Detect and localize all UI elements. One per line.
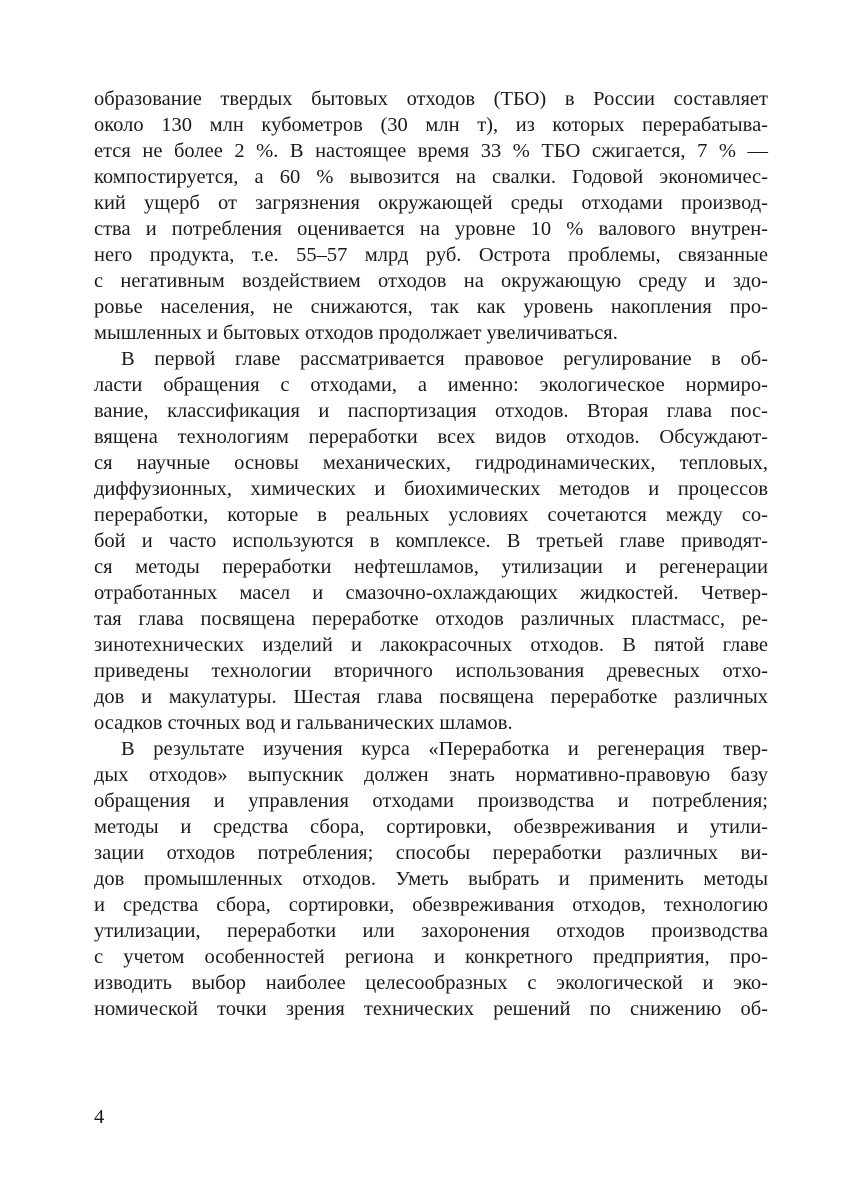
- text-line: вание, классификация и паспортизация отходов. Вторая глава пос-: [94, 400, 768, 422]
- text-line: образование твердых бытовых отходов (ТБО) в России составляет: [94, 88, 768, 110]
- page-number: 4: [94, 1106, 105, 1128]
- text-line: ется не более 2 %. В настоящее время 33 % ТБО сжигается, 7 % —: [94, 140, 768, 162]
- text-line: зинотехнических изделий и лакокрасочных отходов. В пятой главе: [94, 634, 768, 656]
- text-line: методы и средства сбора, сортировки, обезвреживания и утили-: [94, 816, 768, 838]
- text-line: диффузионных, химических и биохимических методов и процессов: [94, 478, 768, 500]
- text-line: и средства сбора, сортировки, обезвреживания отходов, технологию: [94, 894, 768, 916]
- text-line: около 130 млн кубометров (30 млн т), из которых перерабатыва-: [94, 114, 768, 136]
- text-line: утилизации, переработки или захоронения отходов производства: [94, 920, 768, 942]
- text-line: номической точки зрения технических решений по снижению об-: [94, 998, 768, 1020]
- text-line: ся научные основы механических, гидродинамических, тепловых,: [94, 452, 768, 474]
- text-line: дов промышленных отходов. Уметь выбрать и применить методы: [94, 868, 768, 890]
- text-line: него продукта, т.е. 55–57 млрд руб. Острота проблемы, связанные: [94, 244, 768, 266]
- text-line: бой и часто используются в комплексе. В третьей главе приводят-: [94, 530, 768, 552]
- text-line: ласти обращения с отходами, а именно: экологическое нормиро-: [94, 374, 768, 396]
- text-line: обращения и управления отходами производства и потребления;: [94, 790, 768, 812]
- text-line: переработки, которые в реальных условиях сочетаются между со-: [94, 504, 768, 526]
- text-line: ровье населения, не снижаются, так как уровень накопления про-: [94, 296, 768, 318]
- text-line: дых отходов» выпускник должен знать нормативно-правовую базу: [94, 764, 768, 786]
- text-line: компостируется, а 60 % вывозится на свалки. Годовой экономичес-: [94, 166, 768, 188]
- paragraph-1: [94, 86, 768, 346]
- text-line: тая глава посвящена переработке отходов различных пластмасс, ре-: [94, 608, 768, 630]
- text-line: осадков сточных вод и гальванических шламов.: [94, 712, 513, 734]
- text-line: приведены технологии вторичного использования древесных отхо-: [94, 660, 768, 682]
- text-line: вящена технологиям переработки всех видов отходов. Обсуждают-: [94, 426, 768, 448]
- text-line: ства и потребления оценивается на уровне 10 % валового внутрен-: [94, 218, 768, 240]
- text-line: мышленных и бытовых отходов продолжает увеличиваться.: [94, 322, 618, 344]
- paragraph-3: [94, 736, 768, 1022]
- text-line: с негативным воздействием отходов на окружающую среду и здо-: [94, 270, 768, 292]
- text-line: дов и макулатуры. Шестая глава посвящена переработке различных: [94, 686, 768, 708]
- text-line: В первой главе рассматривается правовое регулирование в об-: [121, 348, 768, 370]
- text-line: В результате изучения курса «Переработка и регенерация твер-: [121, 738, 768, 760]
- text-line: изводить выбор наиболее целесообразных с экологической и эко-: [94, 972, 768, 994]
- text-line: зации отходов потребления; способы переработки различных ви-: [94, 842, 768, 864]
- paragraph-2: [94, 346, 768, 736]
- text-line: с учетом особенностей региона и конкретного предприятия, про-: [94, 946, 768, 968]
- page-body: [94, 86, 768, 1022]
- text-line: отработанных масел и смазочно-охлаждающих жидкостей. Четвер-: [94, 582, 768, 604]
- text-line: кий ущерб от загрязнения окружающей среды отходами производ-: [94, 192, 768, 214]
- text-line: ся методы переработки нефтешламов, утилизации и регенерации: [94, 556, 768, 578]
